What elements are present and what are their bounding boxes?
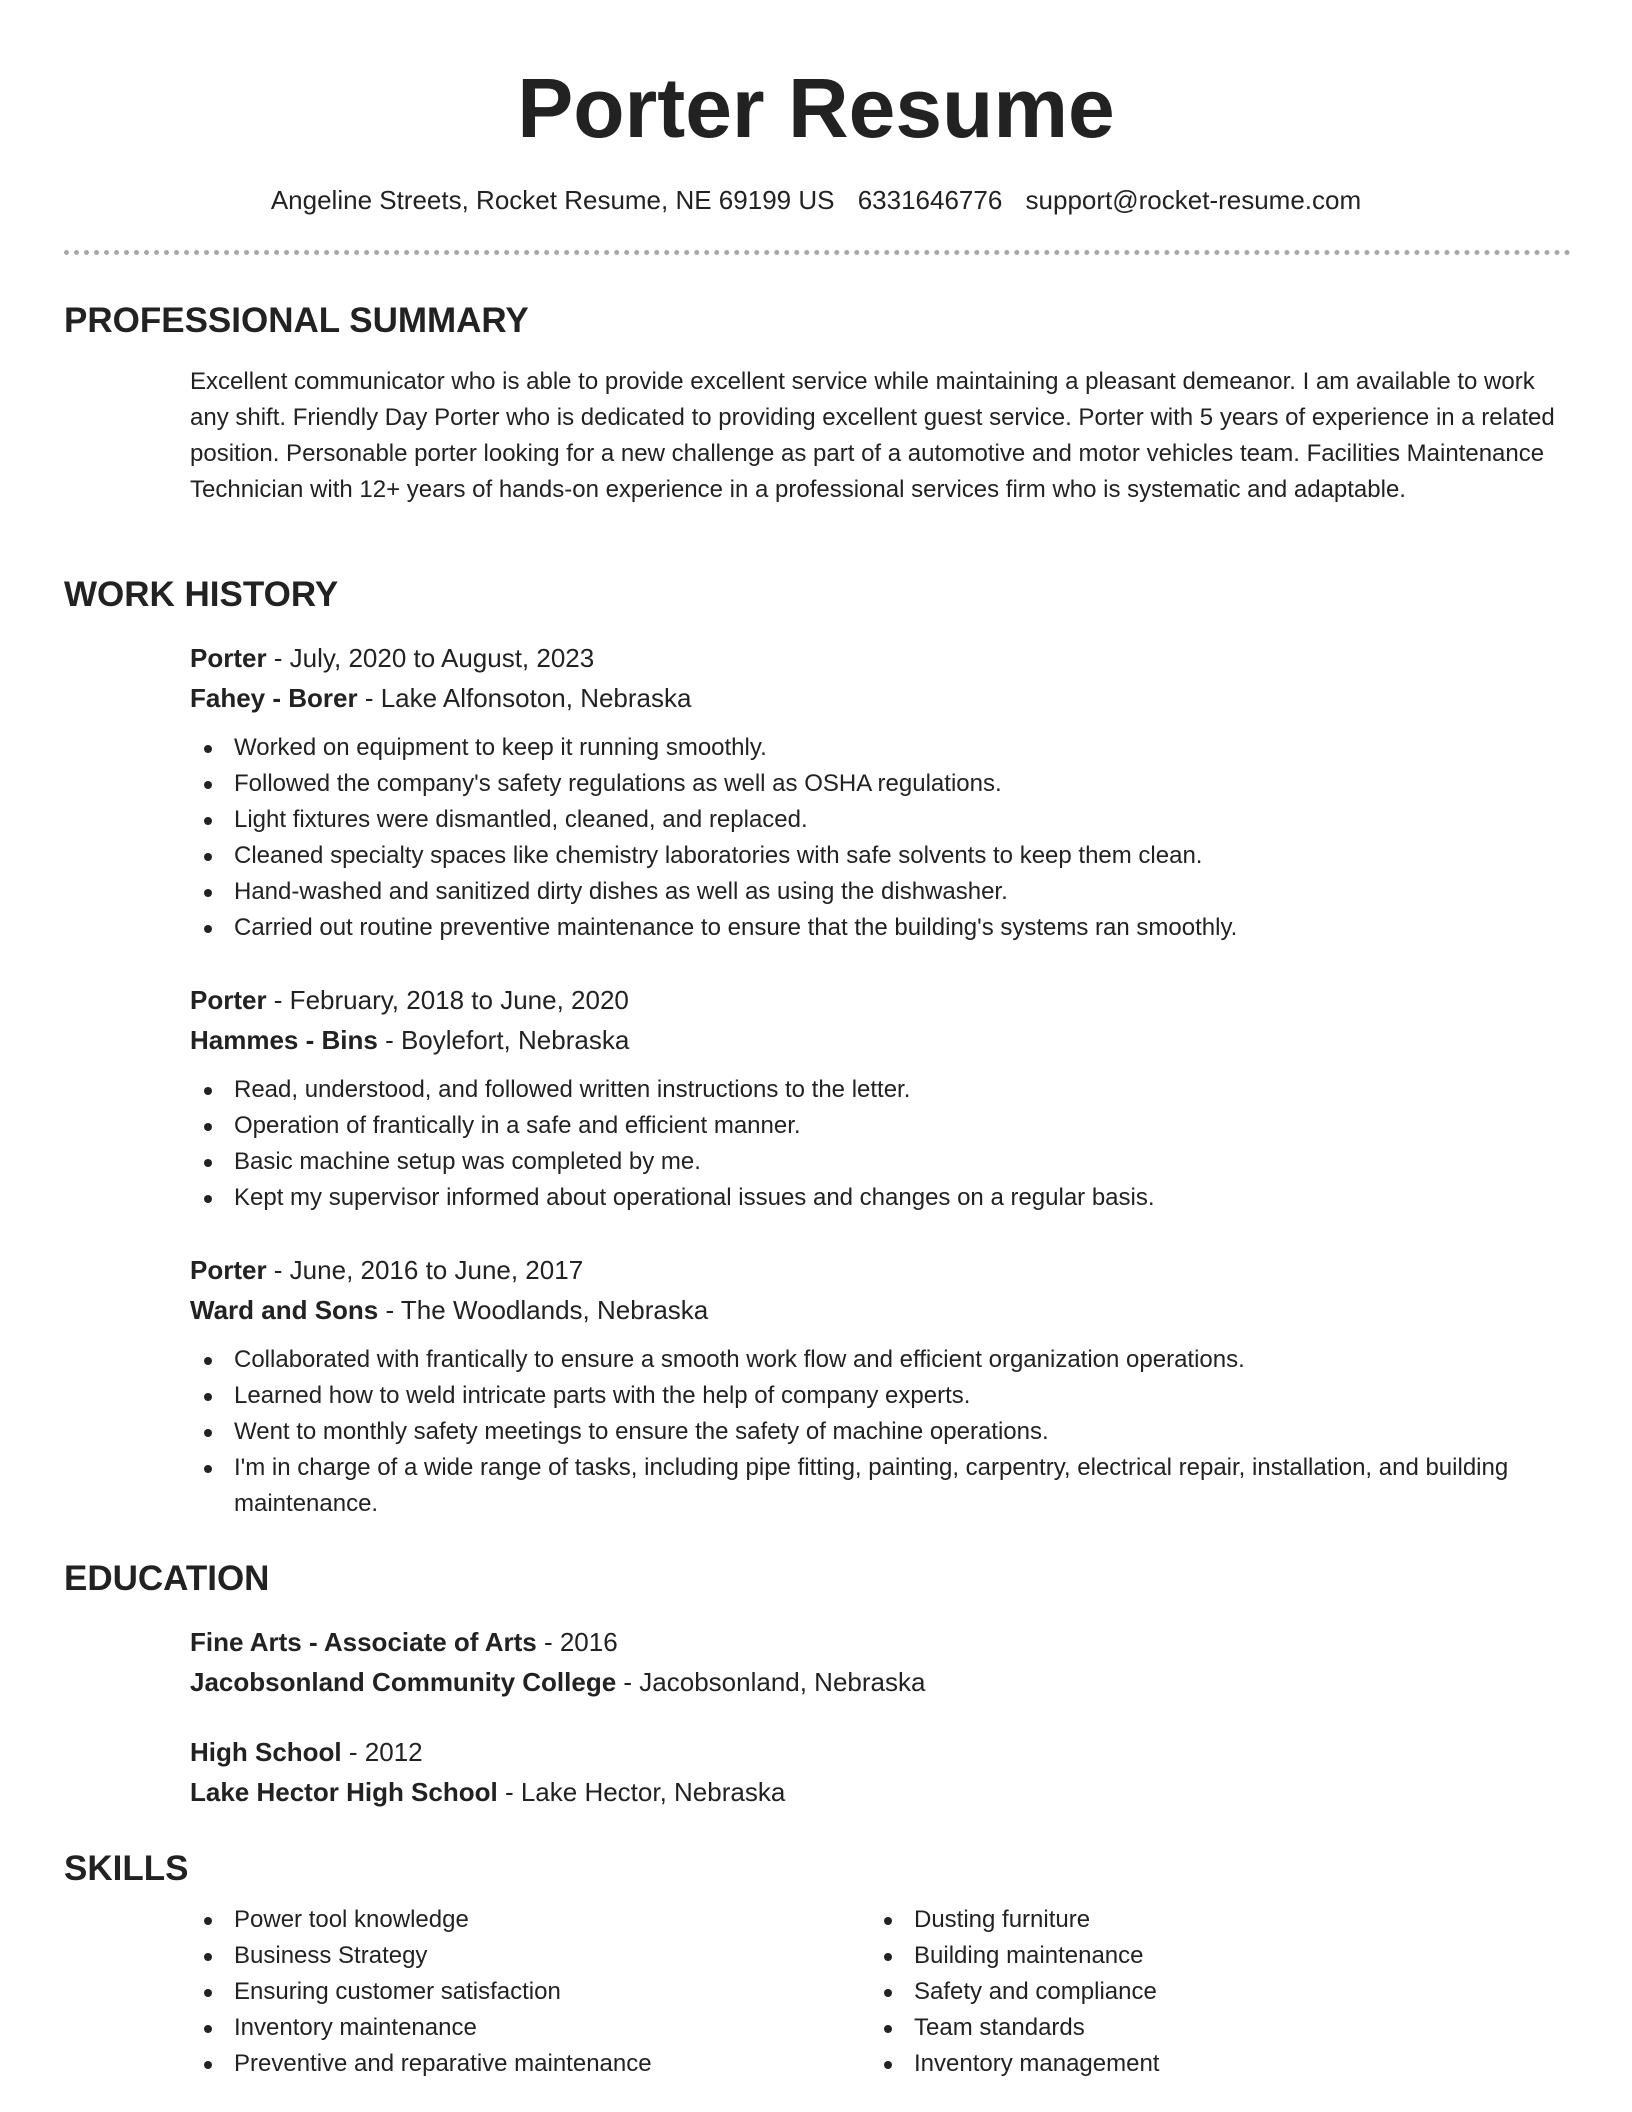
skills-column-left <box>190 1902 870 2082</box>
job-title-line <box>190 638 1570 678</box>
job-location: - The Woodlands, Nebraska <box>378 1295 709 1325</box>
job-title-line <box>190 980 1570 1020</box>
job-bullet: Kept my supervisor informed about operational issues and changes on a regular basis. <box>190 1180 1570 1216</box>
education-year: - 2016 <box>536 1627 618 1657</box>
job-dates: - February, 2018 to June, 2020 <box>266 985 629 1015</box>
job-bullet: Operation of frantically in a safe and efficient manner. <box>190 1108 1570 1144</box>
education-heading: EDUCATION <box>64 1559 270 1598</box>
job-bullet: Worked on equipment to keep it running smoothly. <box>190 730 1570 766</box>
job-bullet: Went to monthly safety meetings to ensure the safety of machine operations. <box>190 1414 1570 1450</box>
skill-item: Ensuring customer satisfaction <box>190 1974 870 2010</box>
skill-item: Preventive and reparative maintenance <box>190 2046 870 2082</box>
contact-phone: 6331646776 <box>857 185 1003 215</box>
education-school-line <box>190 1662 1570 1702</box>
header-divider <box>64 250 1571 255</box>
job-bullet: Learned how to weld intricate parts with the help of company experts. <box>190 1378 1570 1414</box>
job-role: Porter <box>190 643 267 673</box>
job-company-line <box>190 1290 1570 1330</box>
job-location: - Boylefort, Nebraska <box>377 1025 630 1055</box>
job-dates: - July, 2020 to August, 2023 <box>266 643 595 673</box>
job-bullet: Light fixtures were dismantled, cleaned, and replaced. <box>190 802 1570 838</box>
education-entry <box>190 1732 1570 1812</box>
skill-item: Power tool knowledge <box>190 1902 870 1938</box>
contact-line <box>0 182 1632 218</box>
job-bullet: Followed the company's safety regulations as well as OSHA regulations. <box>190 766 1570 802</box>
job-entry <box>190 638 1570 946</box>
education-school-line <box>190 1772 1570 1812</box>
skill-item: Building maintenance <box>870 1938 1550 1974</box>
job-bullet: I'm in charge of a wide range of tasks, including pipe fitting, painting, carpentry, electrical repair, installation, and building maintenance. <box>190 1450 1570 1522</box>
skills-column-right <box>870 1902 1550 2082</box>
education-entry <box>190 1622 1570 1702</box>
job-role: Porter <box>190 1255 267 1285</box>
job-company: Ward and Sons <box>190 1295 379 1325</box>
summary-heading: PROFESSIONAL SUMMARY <box>64 301 529 340</box>
job-title-line <box>190 1250 1570 1290</box>
contact-email: support@rocket-resume.com <box>1025 185 1362 215</box>
education-degree-line <box>190 1622 1570 1662</box>
job-company: Fahey - Borer <box>190 683 358 713</box>
job-entry <box>190 1250 1570 1522</box>
job-dates: - June, 2016 to June, 2017 <box>266 1255 584 1285</box>
summary-text: Excellent communicator who is able to provide excellent service while maintaining a pleasant demeanor. I am available to work any shift. Friendly Day Porter who is dedicated to providing excellent guest service. Porter with 5 years of experience in a related position. Personable porter looking for a new challenge as part of a automotive and motor vehicles team. Facilities Maintenance Technician with 12+ years of hands-on experience in a professional services firm who is systematic and adaptable. <box>190 368 1555 503</box>
skill-item: Inventory management <box>870 2046 1550 2082</box>
skill-item: Dusting furniture <box>870 1902 1550 1938</box>
education-school: Lake Hector High School <box>190 1777 498 1807</box>
resume-title: Porter Resume <box>517 61 1115 155</box>
job-company-line <box>190 1020 1570 1060</box>
education-location: - Lake Hector, Nebraska <box>497 1777 786 1807</box>
education-degree-line <box>190 1732 1570 1772</box>
education-degree: Fine Arts - Associate of Arts <box>190 1627 537 1657</box>
job-bullet: Hand-washed and sanitized dirty dishes as well as using the dishwasher. <box>190 874 1570 910</box>
job-bullet: Read, understood, and followed written instructions to the letter. <box>190 1072 1570 1108</box>
education-year: - 2012 <box>341 1737 423 1767</box>
job-role: Porter <box>190 985 267 1015</box>
education-degree: High School <box>190 1737 342 1767</box>
job-bullets <box>190 1342 1570 1522</box>
skill-item: Team standards <box>870 2010 1550 2046</box>
job-company-line <box>190 678 1570 718</box>
job-bullets <box>190 1072 1570 1216</box>
job-company: Hammes - Bins <box>190 1025 378 1055</box>
education-school: Jacobsonland Community College <box>190 1667 617 1697</box>
job-bullet: Carried out routine preventive maintenance to ensure that the building's systems ran smoothly. <box>190 910 1570 946</box>
job-bullet: Collaborated with frantically to ensure a smooth work flow and efficient organization operations. <box>190 1342 1570 1378</box>
contact-address: Angeline Streets, Rocket Resume, NE 69199 US <box>270 185 835 215</box>
job-bullet: Cleaned specialty spaces like chemistry laboratories with safe solvents to keep them clean. <box>190 838 1570 874</box>
job-entry <box>190 980 1570 1216</box>
skills-grid <box>190 1902 1570 2082</box>
education-location: - Jacobsonland, Nebraska <box>616 1667 926 1697</box>
job-bullet: Basic machine setup was completed by me. <box>190 1144 1570 1180</box>
skill-item: Business Strategy <box>190 1938 870 1974</box>
work-history-heading: WORK HISTORY <box>64 575 339 614</box>
job-bullets <box>190 730 1570 946</box>
skill-item: Safety and compliance <box>870 1974 1550 2010</box>
skill-item: Inventory maintenance <box>190 2010 870 2046</box>
skills-heading: SKILLS <box>64 1849 189 1888</box>
job-location: - Lake Alfonsoton, Nebraska <box>357 683 692 713</box>
